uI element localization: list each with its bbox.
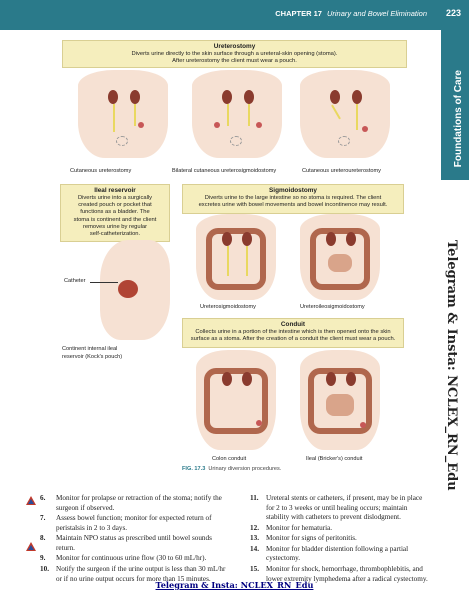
caption-ureteroileosigmoidostomy: Ureteroileosigmoidostomy: [300, 304, 365, 310]
ureterosigmoidostomy-figure: [196, 214, 276, 300]
conduit-line: Collects urine in a portion of the intestine which is then opened onto the skin: [195, 329, 391, 335]
stoma: [138, 122, 144, 128]
figure-caption-text: Urinary diversion procedures.: [208, 466, 282, 472]
list-item: 8. Maintain NPO status as prescribed until bowel sounds return.: [40, 534, 212, 552]
bladder: [116, 136, 128, 146]
catheter-label: Catheter: [64, 278, 86, 284]
ileal-reservoir-line: stoma is continent and the client: [73, 216, 157, 223]
list-item: 7. Assess bowel function; monitor for expected return of peristalsis in 2 to 3 days.: [40, 514, 212, 532]
footer-watermark-link[interactable]: Telegram & Insta: NCLEX_RN_Edu: [155, 580, 314, 590]
cutaneous-ureterostomy-figure: [78, 70, 168, 158]
page-header: [0, 0, 469, 30]
sigmoidostomy-line: excretes urine with bowel movements and bowel incontinence may result.: [198, 202, 388, 209]
chapter-number: CHAPTER 17: [275, 9, 322, 18]
conduit-box: [182, 318, 404, 348]
caption-bilateral-ureterosigmoidostomy: Bilateral cutaneous ureterosigmoidostomy: [172, 168, 277, 174]
cutaneous-ureteroureterostomy-figure: [300, 70, 390, 158]
colon-conduit-figure: [196, 350, 276, 450]
list-item: 15. Monitor for shock, hemorrhage, thrombophlebitis, and lower extremity lymphedema after a radical cystectomy.: [250, 565, 428, 583]
ileal-reservoir-box: [60, 184, 170, 242]
ureterostomy-line: Diverts urine directly to the skin surface through a ureteral-skin opening (stoma).: [131, 51, 338, 57]
ureterostomy-box: [62, 40, 407, 68]
list-item: 6. Monitor for prolapse or retraction of the stoma; notify the surgeon if observed.: [40, 494, 222, 512]
kidney-left: [108, 90, 118, 104]
conduit-line: surface as a stoma. After the creation of a conduit the client must wear a pouch.: [190, 336, 396, 343]
priority-triangle-icon: [26, 542, 36, 551]
priority-triangle-icon: [26, 496, 36, 505]
caption-ureterosigmoidostomy: Ureterosigmoidostomy: [200, 304, 256, 310]
list-item: 9. Monitor for continuous urine flow (30 to 60 mL/hr).: [40, 554, 207, 563]
ileal-reservoir-line: created pouch or pocket that: [78, 202, 152, 209]
ileal-reservoir-line: self-catheterization.: [89, 231, 141, 238]
caption-cutaneous-ureterostomy: Cutaneous ureterostomy: [70, 168, 132, 174]
chapter-title: Urinary and Bowel Elimination: [326, 9, 427, 18]
sigmoidostomy-line: Diverts urine to the large intestine so no stoma is required. The client: [204, 195, 382, 201]
nursing-list-right: [250, 494, 430, 585]
list-item: 11. Ureteral stents or catheters, if present, may be in place for 2 to 3 weeks or until healing occurs; maintain stability with catheters to prevent dislodgment.: [250, 494, 423, 522]
sigmoidostomy-box: [182, 184, 404, 214]
figure-caption: [182, 466, 281, 472]
kock-pouch: [118, 280, 138, 298]
kidney-right: [130, 90, 140, 104]
ureterostomy-line: After ureterostomy the client must wear a pouch.: [172, 58, 297, 65]
ileal-reservoir-line: Diverts urine into a surgically: [77, 195, 153, 201]
ureterostomy-title: Ureterostomy: [213, 43, 256, 50]
bilateral-ureterosigmoidostomy-figure: [192, 70, 282, 158]
page-number: 223: [445, 8, 461, 18]
caption-cutaneous-ureteroureterostomy: Cutaneous ureteroureterostomy: [302, 168, 381, 174]
caption-kock-pouch-line1: Continent internal ileal: [62, 346, 118, 352]
ureteroileosigmoidostomy-figure: [300, 214, 380, 300]
ileal-reservoir-line: functions as a bladder. The: [80, 209, 150, 216]
list-item: 14. Monitor for bladder distention following a partial cystectomy.: [250, 544, 409, 563]
conduit-title: Conduit: [280, 321, 306, 328]
side-tab: [441, 30, 469, 180]
figure-label: FIG. 17.3: [182, 466, 206, 472]
list-item: 12. Monitor for hematuria.: [250, 523, 333, 532]
caption-kock-pouch-line2: reservoir (Kock's pouch): [62, 354, 123, 360]
list-item: 10. Notify the surgeon if the urine output is less than 30 mL/hr or if no urine output occurs for more than 15 minutes.: [40, 565, 226, 583]
side-tab-label: Foundations of Care: [453, 70, 464, 168]
caption-ileal-conduit: Ileal (Bricker's) conduit: [306, 456, 363, 462]
ileal-reservoir-line: removes urine by regular: [82, 223, 148, 230]
ileal-reservoir-title: Ileal reservoir: [94, 187, 136, 194]
side-watermark: Telegram & Insta: NCLEX_RN_Edu: [444, 240, 459, 491]
catheter-pointer: [90, 282, 118, 283]
nursing-list-left: [40, 494, 230, 585]
ileal-conduit-figure: [300, 350, 380, 450]
list-item: 13. Monitor for signs of peritonitis.: [250, 534, 357, 543]
caption-colon-conduit: Colon conduit: [212, 456, 247, 462]
sigmoidostomy-title: Sigmoidostomy: [269, 187, 317, 194]
chapter-heading: [275, 9, 427, 18]
